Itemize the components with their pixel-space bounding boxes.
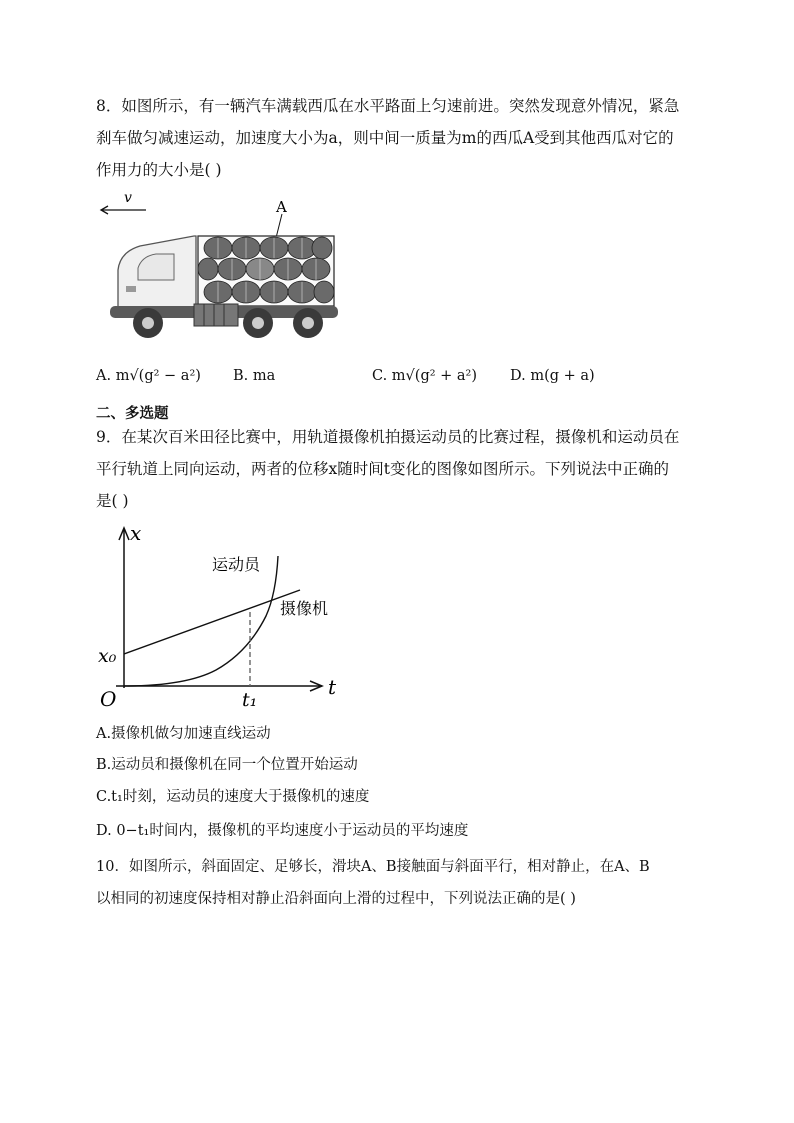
athlete-curve [124, 556, 278, 686]
q9-option-c[interactable]: C.t₁时刻，运动员的速度大于摄像机的速度 [96, 789, 370, 805]
velocity-label: v [124, 190, 132, 206]
athlete-label: 运动员 [212, 555, 261, 574]
q8-option-b[interactable]: B. ma [233, 368, 276, 384]
q9-text-line2: 平行轨道上同向运动，两者的位移x随时间t变化的图像如图所示。下列说法中正确的 [96, 460, 669, 478]
xt-graph [96, 520, 356, 720]
origin-label: O [100, 687, 117, 711]
q9-option-a[interactable]: A.摄像机做匀加速直线运动 [96, 726, 271, 742]
q8-text-line2: 刹车做匀减速运动，加速度大小为a，则中间一质量为m的西瓜A受到其他西瓜对它的 [96, 129, 674, 147]
camera-label: 摄像机 [280, 599, 329, 618]
q9-text-line1: 9．在某次百米田径比赛中，用轨道摄像机拍摄运动员的比赛过程，摄像机和运动员在 [96, 428, 680, 446]
q10-text-line2: 以相同的初速度保持相对静止沿斜面向上滑的过程中，下列说法正确的是( ) [96, 891, 576, 907]
q10-text-line1: 10．如图所示，斜面固定、足够长，滑块A、B接触面与斜面平行，相对静止，在A、B [96, 859, 650, 875]
camera-line [124, 590, 300, 654]
watermelons [198, 237, 334, 303]
x0-label: x₀ [98, 645, 117, 667]
q9-option-b[interactable]: B.运动员和摄像机在同一个位置开始运动 [96, 757, 358, 773]
y-axis-label: x [130, 521, 142, 545]
q8-text-line3: 作用力的大小是( ) [96, 161, 222, 179]
q8-text-line1: 8．如图所示，有一辆汽车满载西瓜在水平路面上匀速前进。突然发现意外情况，紧急 [96, 97, 680, 115]
watermelon-label: A [276, 198, 287, 216]
q9-text-line3: 是( ) [96, 492, 129, 510]
x-axis-label: t [328, 675, 337, 699]
q9-option-d[interactable]: D. 0−t₁时间内，摄像机的平均速度小于运动员的平均速度 [96, 823, 469, 839]
q8-option-d[interactable]: D. m(g + a) [510, 368, 595, 384]
t1-label: t₁ [242, 689, 258, 711]
q8-option-a[interactable]: A. m√(g² − a²) [96, 368, 201, 384]
truck-figure [96, 190, 356, 340]
section-heading: 二、多选题 [96, 405, 169, 422]
q8-option-c[interactable]: C. m√(g² + a²) [372, 368, 478, 384]
